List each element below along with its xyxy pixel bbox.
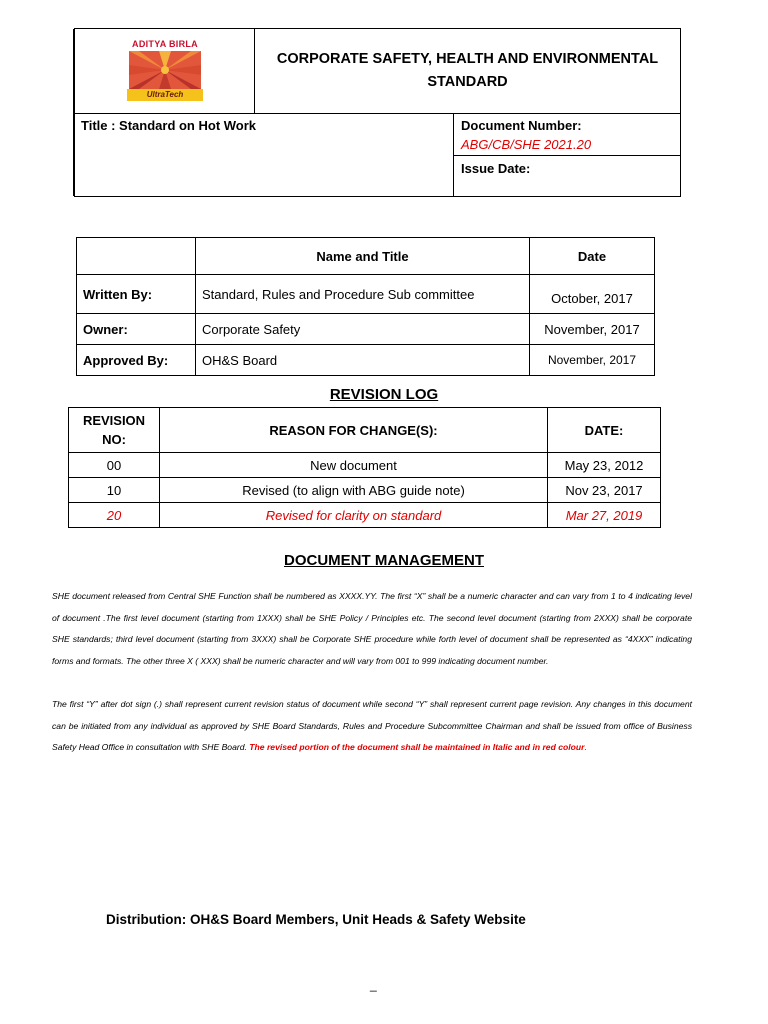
doc-number-label: Document Number: [461, 118, 582, 133]
reason-cell: Revised (to align with ABG guide note) [160, 478, 548, 503]
doc-title: Title : Standard on Hot Work [81, 118, 257, 133]
distribution-line: Distribution: OH&S Board Members, Unit Heads & Safety Website [106, 912, 526, 927]
logo-top-text: ADITYA BIRLA [132, 39, 198, 49]
role-cell: Owner: [77, 314, 196, 345]
doc-management-paragraph-2 [52, 694, 692, 759]
table-row [77, 345, 655, 376]
date-cell: November, 2017 [530, 345, 655, 376]
revision-no-cell: 00 [69, 453, 160, 478]
footer-mark: _ [370, 978, 377, 992]
date-cell: May 23, 2012 [548, 453, 661, 478]
table-row [69, 503, 661, 528]
header-divider [75, 113, 680, 114]
revision-log-table [68, 407, 661, 528]
logo-cell [75, 29, 255, 113]
date-cell: October, 2017 [530, 275, 655, 314]
sun-logo-icon [129, 51, 201, 89]
approvals-table [76, 237, 655, 376]
reason-cell: Revised for clarity on standard [160, 503, 548, 528]
header-divider-right [453, 155, 680, 156]
table-row [69, 478, 661, 503]
table-row [77, 275, 655, 314]
document-management-title: DOCUMENT MANAGEMENT [284, 552, 484, 569]
issue-date-label: Issue Date: [461, 161, 531, 176]
company-logo [127, 39, 203, 103]
doc-management-paragraph-1: SHE document released from Central SHE Function shall be numbered as XXXX.YY. The first “X” shall be a numeric character and can vary from 1 to 4 indicating level of document .The first level document (starting from 1XXX) shall be SHE Policy / Principles etc. The second level document (starting from 2XXX) shall be corporate SHE standards; third level document (starting from 3XXX) shall be Corporate SHE procedure while forth level of document shall be represented as “4XXX” indicating forms and formats. The other three X ( XXX) shall be numeric character and will vary from 001 to 999 indicating document number. [52, 591, 692, 666]
header-cell-revision: REVISION NO: [69, 408, 160, 453]
header-cell-date: DATE: [548, 408, 661, 453]
standard-title: CORPORATE SAFETY, HEALTH AND ENVIRONMENTAL STANDARD [276, 51, 659, 90]
header-cell-date: Date [530, 238, 655, 275]
date-cell: Mar 27, 2019 [548, 503, 661, 528]
paragraph-2-red-text: The revised portion of the document shall be maintained in Italic and in red colour [249, 742, 585, 753]
name-cell: OH&S Board [196, 345, 530, 376]
date-cell: November, 2017 [530, 314, 655, 345]
table-header-row [77, 238, 655, 275]
paragraph-2-end: . [584, 742, 587, 753]
paragraph-2-text: The first “Y” after dot sign (.) shall represent current revision status of document while second “Y” shall represent current page revision. Any changes in this document can be initiated from any individual as approved by SHE Board Standards, Rules and Procedure Subcommittee Chairman and shall be issued from office of Business Safety Head Office in consultation with SHE Board. [52, 699, 692, 753]
doc-number-value: ABG/CB/SHE 2021.20 [461, 137, 592, 152]
header-cell-empty [77, 238, 196, 275]
role-cell: Approved By: [77, 345, 196, 376]
document-header [74, 28, 681, 197]
name-cell: Corporate Safety [196, 314, 530, 345]
table-header-row [69, 408, 661, 453]
table-row [77, 314, 655, 345]
table-row [69, 453, 661, 478]
header-cell-reason: REASON FOR CHANGE(S): [160, 408, 548, 453]
role-cell: Written By: [77, 275, 196, 314]
reason-cell: New document [160, 453, 548, 478]
logo-brand-bar: UltraTech [127, 89, 203, 101]
name-cell: Standard, Rules and Procedure Sub committee [196, 275, 530, 314]
revision-no-cell: 20 [69, 503, 160, 528]
header-cell-name: Name and Title [196, 238, 530, 275]
revision-log-title: REVISION LOG [329, 386, 439, 403]
date-cell: Nov 23, 2017 [548, 478, 661, 503]
revision-no-cell: 10 [69, 478, 160, 503]
